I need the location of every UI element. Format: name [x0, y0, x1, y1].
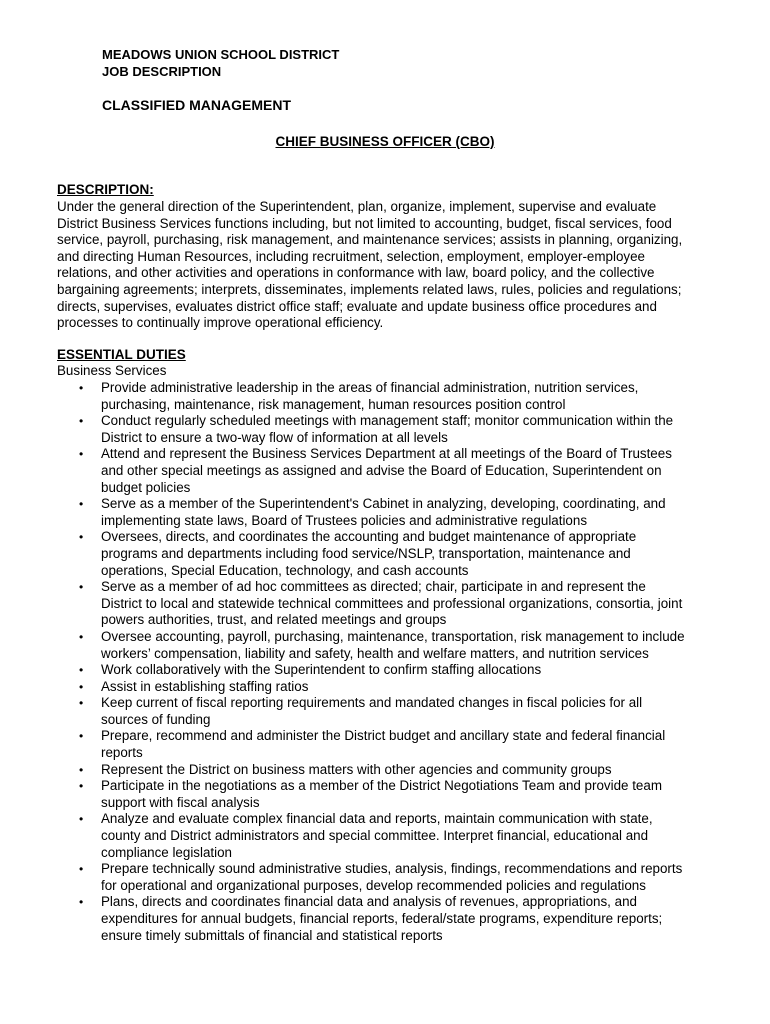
bullet-icon: •	[79, 663, 84, 678]
description-body	[57, 199, 717, 332]
duty-text-line: Oversees, directs, and coordinates the accounting and budget maintenance of appropriate	[101, 529, 637, 545]
duty-item	[57, 629, 717, 662]
duty-text-line: Participate in the negotiations as a member of the District Negotiations Team and provide team	[101, 778, 662, 794]
description-heading: DESCRIPTION:	[57, 182, 154, 197]
duty-item	[57, 662, 717, 679]
bullet-icon: •	[79, 381, 84, 395]
duty-text-line: Assist in establishing staffing ratios	[101, 678, 309, 694]
duty-text-line: Analyze and evaluate complex financial data and reports, maintain communication with state,	[101, 811, 653, 827]
duty-text-line: reports	[101, 745, 143, 761]
duty-text-line: compliance legislation	[101, 844, 233, 860]
duty-text-line: Oversee accounting, payroll, purchasing, maintenance, transportation, risk management to include	[101, 628, 685, 644]
duty-text-line: ensure timely submittals of financial and statistical reports	[101, 927, 443, 943]
bullet-icon: •	[79, 895, 84, 910]
duty-text-line: Represent the District on business matters with other agencies and community groups	[101, 761, 612, 777]
bullet-icon: •	[79, 762, 84, 777]
duty-text-line: workers’ compensation, liability and safety, health and welfare matters, and nutrition services	[101, 645, 649, 661]
bullet-icon: •	[79, 679, 84, 694]
duty-item	[57, 579, 717, 629]
bullet-icon: •	[79, 629, 84, 644]
duty-item	[57, 380, 717, 413]
duty-item	[57, 861, 717, 894]
duty-text-line: District to local and statewide technical committees and professional organizations, consortia, joint	[101, 595, 683, 611]
description-line: directs, supervises, evaluates district office staff; evaluate and update business office procedures and	[57, 298, 657, 314]
description-line: processes to continually improve operational efficiency.	[57, 315, 384, 331]
bullet-icon: •	[79, 729, 84, 744]
duty-text-line: Attend and represent the Business Services Department at all meetings of the Board of Trustees	[101, 446, 672, 462]
description-line: Under the general direction of the Superintendent, plan, organize, implement, supervise and evaluate	[57, 199, 657, 214]
description-line: bargaining agreements; interprets, disseminates, implements related laws, rules, policies and regulations;	[57, 281, 682, 297]
duty-text-line: Provide administrative leadership in the areas of financial administration, nutrition services,	[101, 380, 639, 395]
duty-item	[57, 762, 717, 779]
duty-text-line: Serve as a member of ad hoc committees as directed; chair, participate in and represent the	[101, 579, 646, 595]
description-line: service, payroll, purchasing, risk management, and maintenance services; assists in planning, organizing,	[57, 232, 683, 248]
duty-item	[57, 894, 717, 944]
classification-heading: CLASSIFIED MANAGEMENT	[102, 97, 291, 113]
duty-text-line: support with fiscal analysis	[101, 794, 260, 810]
description-line: relations, and other activities and operations in conformance with law, board policy, and the collective	[57, 265, 655, 281]
duty-text-line: county and District administrators and special committee. Interpret financial, educational and	[101, 828, 649, 844]
bullet-icon: •	[79, 862, 84, 877]
description-line: District Business Services functions including, but not limited to accounting, budget, fiscal services, food	[57, 215, 672, 231]
duty-text-line: for operational and organizational purposes, develop recommended policies and regulations	[101, 877, 646, 893]
bullet-icon: •	[79, 696, 84, 711]
duty-text-line: programs and departments including food service/NSLP, transportation, maintenance and	[101, 545, 631, 561]
bullet-icon: •	[79, 580, 84, 595]
duty-text-line: budget policies	[101, 479, 191, 495]
duty-text-line: implementing state laws, Board of Trustees policies and administrative regulations	[101, 512, 588, 528]
duty-item	[57, 811, 717, 861]
duty-item	[57, 695, 717, 728]
bullet-icon: •	[79, 779, 84, 794]
duty-item	[57, 529, 717, 579]
duty-text-line: Plans, directs and coordinates financial data and analysis of revenues, appropriations, and	[101, 894, 637, 910]
duty-text-line: Serve as a member of the Superintendent's Cabinet in analyzing, developing, coordinating, and	[101, 496, 666, 512]
duty-item	[57, 778, 717, 811]
description-line: and directing Human Resources, including recruitment, selection, employment, employer-employee	[57, 248, 645, 264]
essential-duties-heading: ESSENTIAL DUTIES	[57, 347, 186, 362]
duty-item	[57, 496, 717, 529]
duty-item	[57, 413, 717, 446]
duty-text-line: Keep current of fiscal reporting requirements and mandated changes in fiscal policies for all	[101, 695, 643, 711]
duty-item	[57, 446, 717, 496]
district-name: MEADOWS UNION SCHOOL DISTRICT	[102, 47, 340, 62]
bullet-icon: •	[79, 497, 84, 512]
duty-text-line: purchasing, maintenance, risk management, human resources position control	[101, 396, 566, 412]
duty-text-line: and other special meetings as assigned and advise the Board of Education, Superintendent on	[101, 462, 662, 478]
bullet-icon: •	[79, 530, 84, 545]
duty-text-line: Conduct regularly scheduled meetings with management staff; monitor communication within the	[101, 413, 674, 429]
bullet-icon: •	[79, 414, 84, 429]
duty-text-line: Prepare technically sound administrative studies, analysis, findings, recommendations and reports	[101, 861, 683, 877]
document-type: JOB DESCRIPTION	[102, 64, 222, 79]
duty-text-line: operations, Special Education, technology, and cash accounts	[101, 562, 469, 578]
bullet-icon: •	[79, 447, 84, 462]
duty-text-line: sources of funding	[101, 711, 211, 727]
duty-text-line: powers authorities, trust, and related meetings and groups	[101, 612, 447, 628]
duty-item	[57, 728, 717, 761]
duties-list	[57, 380, 717, 944]
duty-item	[57, 679, 717, 696]
duty-text-line: Work collaboratively with the Superintendent to confirm staffing allocations	[101, 662, 542, 678]
bullet-icon: •	[79, 812, 84, 827]
duty-text-line: District to ensure a two-way flow of information at all levels	[101, 429, 448, 445]
duty-text-line: expenditures for annual budgets, financial reports, federal/state programs, expenditure reports;	[101, 911, 663, 926]
business-services-subheading: Business Services	[57, 363, 167, 378]
duty-text-line: Prepare, recommend and administer the District budget and ancillary state and federal financial	[101, 728, 666, 744]
job-title: CHIEF BUSINESS OFFICER (CBO)	[275, 134, 495, 149]
